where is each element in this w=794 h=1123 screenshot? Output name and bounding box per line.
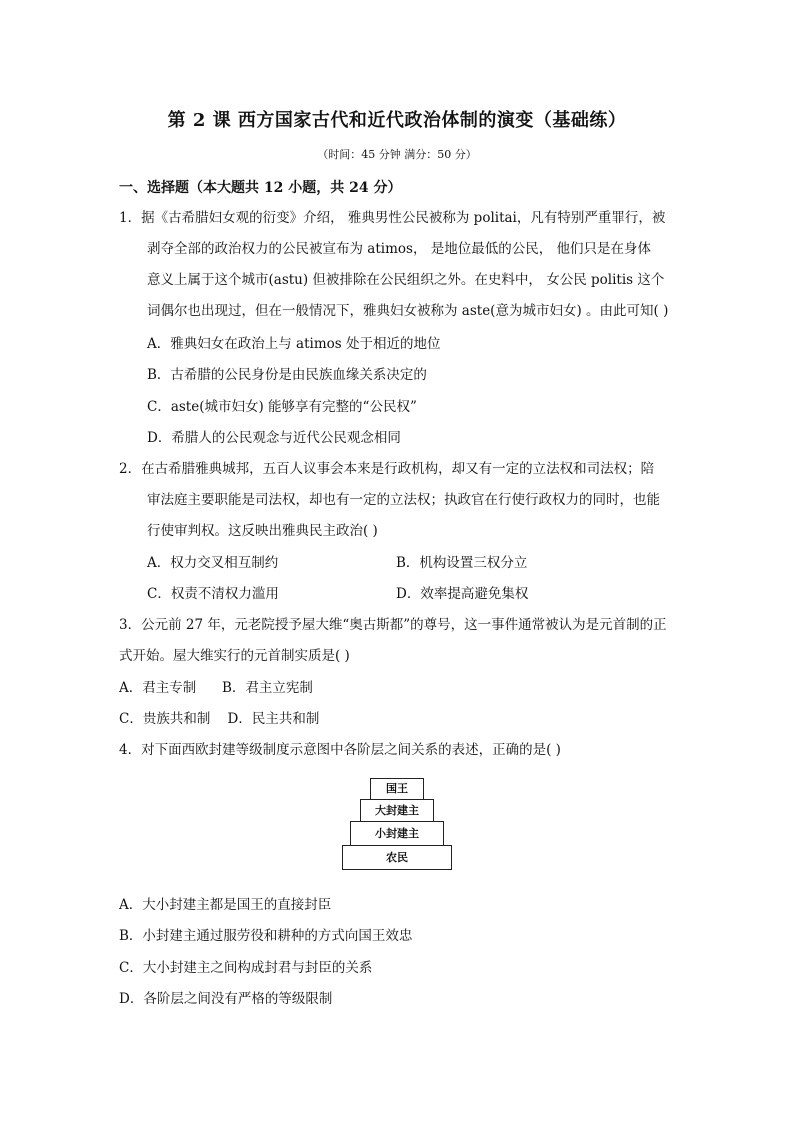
question-2-stem-line: 审法庭主要职能是司法权，却也有一定的立法权；执政官在行使行政权力的同时，也能: [147, 492, 660, 508]
question-1-option-a[interactable]: A．雅典妇女在政治上与 atimos 处于相近的地位: [147, 336, 441, 352]
question-2-option-c[interactable]: C．权责不清权力滥用: [147, 586, 279, 602]
question-3-stem-line: 3．公元前 27 年，元老院授予屋大维“奥古斯都”的尊号，这一事件通常被认为是元首制的正: [119, 617, 667, 633]
question-1-option-b[interactable]: B．古希腊的公民身份是由民族血缘关系决定的: [147, 367, 427, 383]
question-2-stem-line: 2．在古希腊雅典城邦，五百人议事会本来是行政机构，却又有一定的立法权和司法权；陪: [119, 461, 655, 477]
pyramid-level-king: 国王: [370, 778, 424, 800]
question-4-option-a[interactable]: A．大小封建主都是国王的直接封臣: [119, 897, 332, 913]
question-1-option-c[interactable]: C．aste(城市妇女) 能够享有完整的“公民权”: [147, 399, 417, 415]
pyramid-level-great-lords: 大封建主: [360, 799, 434, 822]
question-4-option-b[interactable]: B．小封建主通过服劳役和耕种的方式向国王效忠: [119, 928, 413, 944]
question-4-option-d[interactable]: D．各阶层之间没有严格的等级限制: [119, 991, 333, 1007]
question-2-option-b[interactable]: B．机构设置三权分立: [396, 555, 528, 571]
question-3-stem-line: 式开始。屋大维实行的元首制实质是( ): [119, 648, 350, 664]
question-1-stem-line: 1．据《古希腊妇女观的衍变》介绍， 雅典男性公民被称为 politai，凡有特别严重罪行，被: [119, 210, 666, 226]
question-2-option-d[interactable]: D．效率提高避免集权: [396, 586, 529, 602]
question-2-option-a[interactable]: A．权力交叉相互制约: [147, 555, 279, 571]
question-1-option-d[interactable]: D．希腊人的公民观念与近代公民观念相同: [147, 430, 401, 446]
question-4-option-c[interactable]: C．大小封建主之间构成封君与封臣的关系: [119, 960, 373, 976]
question-3-options-ab[interactable]: A．君主专制 B．君主立宪制: [119, 680, 313, 696]
question-3-options-cd[interactable]: C．贵族共和制 D．民主共和制: [119, 711, 320, 727]
pyramid-level-lesser-lords: 小封建主: [350, 821, 444, 846]
question-1-stem-line: 剥夺全部的政治权力的公民被宣布为 atimos， 是地位最低的公民， 他们只是在身体: [147, 241, 652, 257]
question-2-stem-line: 行使审判权。这反映出雅典民主政治( ): [147, 523, 378, 539]
question-1-stem-line: 意义上属于这个城市(astu) 但被排除在公民组织之外。在史料中， 女公民 politis 这个: [147, 272, 665, 288]
question-4-stem: 4．对下面西欧封建等级制度示意图中各阶层之间关系的表述，正确的是( ): [119, 742, 561, 758]
question-1-stem-line: 词偶尔也出现过，但在一般情况下，雅典妇女被称为 aste(意为城市妇女) 。由此可知( ): [147, 303, 669, 319]
section-heading: 一、选择题（本大题共 12 小题，共 24 分）: [119, 180, 402, 196]
exam-info: （时间：45 分钟 满分：50 分）: [317, 148, 477, 161]
page-title: 第 2 课 西方国家古代和近代政治体制的演变（基础练）: [167, 110, 627, 131]
pyramid-level-peasants: 农民: [342, 845, 452, 870]
